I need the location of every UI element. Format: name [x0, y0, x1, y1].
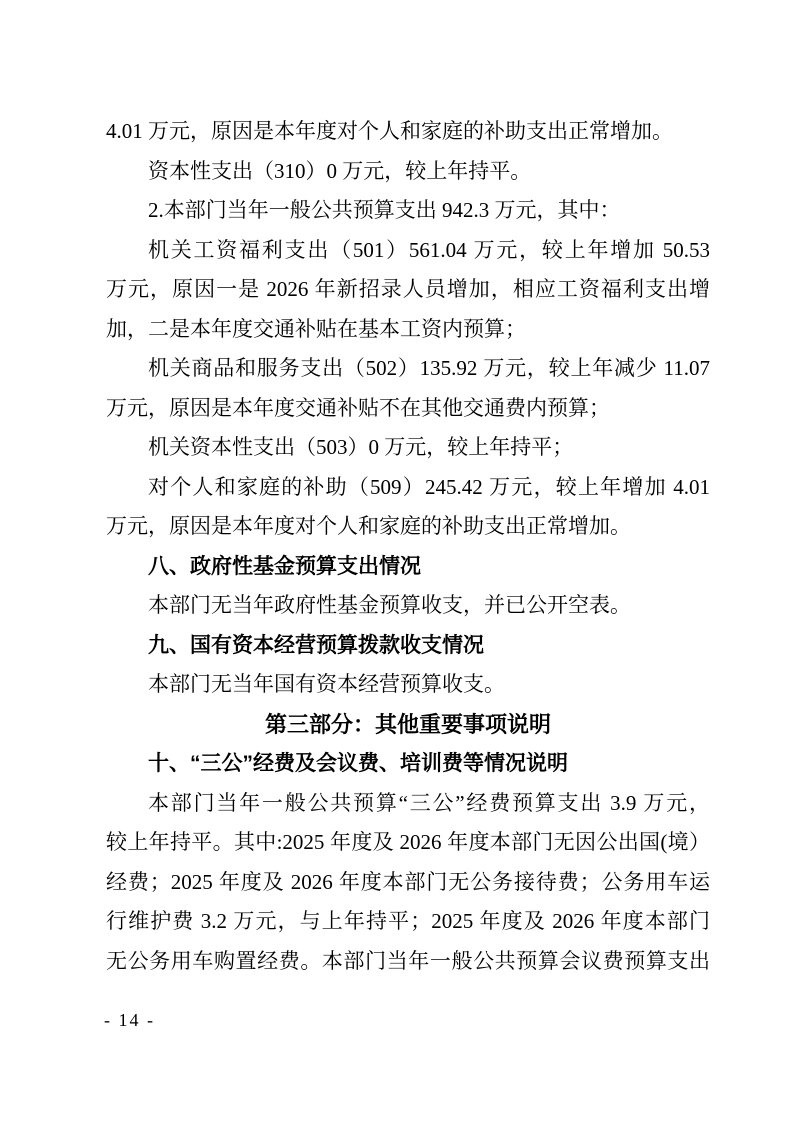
body-text-line: 机关工资福利支出（501）561.04 万元，较上年增加 50.53: [148, 237, 710, 262]
part-title: 第三部分：其他重要事项说明: [264, 711, 551, 737]
section-heading-10: 十、“三公”经费及会议费、培训费等情况说明: [148, 752, 568, 775]
body-text-line: 万元，原因是本年度交通补贴不在其他交通费内预算；: [106, 395, 610, 420]
body-text-line: 万元，原因是本年度对个人和家庭的补助支出正常增加。: [106, 514, 631, 538]
body-text-line: 经费；2025 年度及 2026 年度本部门无公务接待费；公务用车运: [106, 869, 710, 894]
body-text-line: 加，二是本年度交通补贴在基本工资内预算；: [106, 316, 526, 341]
body-text-line: 较上年持平。其中:2025 年度及 2026 年度本部门无因公出国(境）: [106, 830, 710, 854]
body-text-line: 2.本部门当年一般公共预算支出 942.3 万元，其中：: [148, 198, 621, 222]
page-number: - 14 -: [104, 1010, 155, 1030]
body-text-line: 本部门无当年政府性基金预算收支，并已公开空表。: [148, 593, 631, 617]
document-body: [106, 112, 710, 981]
body-text-line: 万元，原因一是 2026 年新招录人员增加，相应工资福利支出增: [106, 277, 710, 301]
body-text-line: 行维护费 3.2 万元，与上年持平；2025 年度及 2026 年度本部门: [106, 909, 710, 933]
body-text-line: 机关资本性支出（503）0 万元，较上年持平；: [148, 435, 574, 459]
section-heading-9: 九、国有资本经营预算拨款收支情况: [148, 633, 484, 657]
body-text-line: 资本性支出（310）0 万元，较上年持平。: [148, 158, 532, 183]
body-text-line: 机关商品和服务支出（502）135.92 万元，较上年减少 11.07: [148, 356, 710, 380]
body-text-line: 本部门当年一般公共预算“三公”经费预算支出 3.9 万元，: [148, 790, 710, 815]
body-text-line: 4.01 万元，原因是本年度对个人和家庭的补助支出正常增加。: [106, 119, 673, 143]
body-text-line: 无公务用车购置经费。本部门当年一般公共预算会议费预算支出: [106, 948, 710, 973]
body-text-line: 对个人和家庭的补助（509）245.42 万元，较上年增加 4.01: [148, 474, 710, 499]
body-text-line: 本部门无当年国有资本经营预算收支。: [148, 672, 505, 696]
section-heading-8: 八、政府性基金预算支出情况: [148, 554, 421, 578]
